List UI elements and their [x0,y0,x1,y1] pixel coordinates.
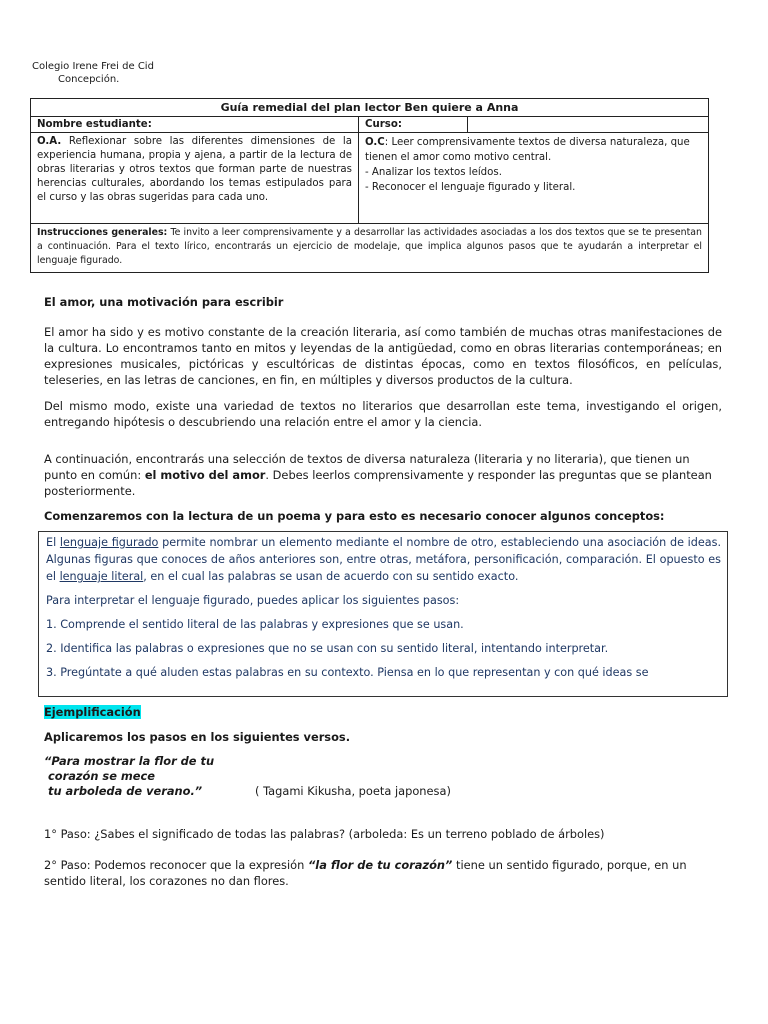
def-text-b: permite nombrar un elemento mediante el nombre de otro, estableciendo una asociación de ideas. Algunas figuras que conoces de años anteriores son, entre otras, metáfora, personificación, comparación. El opuesto es el [46,536,721,583]
step-1: 1. Comprende el sentido literal de las palabras y expresiones que se usan. [46,618,464,631]
guide-title: Guía remedial del plan lector Ben quiere a Anna [31,99,709,117]
oc-item-2: - Reconocer el lenguaje figurado y literal. [365,182,576,193]
section-heading: El amor, una motivación para escribir [44,295,284,309]
poem-verse-1: “Para mostrar la flor de tu [44,754,215,768]
example-label-row [44,704,722,720]
step2-text-b: tiene un sentido figurado, porque, en un sentido literal, los corazones no dan flores. [44,858,687,888]
oa-text: Reflexionar sobre las diferentes dimensiones de la experiencia humana, propia y ajena, a partir de la lectura de obras literarias y otros textos que forman parte de nuestras herencias culturales, abordando los temas estipulados para el curso y las obras sugeridas para cada uno. [37,136,352,203]
def-text-a: El [46,536,60,549]
school-name: Colegio Irene Frei de Cid [32,61,154,72]
objective-oc [359,133,709,224]
selection-text-b: . Debes leerlos comprensivamente y responder las preguntas que se plantean posteriormente. [44,468,712,498]
figurative-definition [46,534,721,585]
example-label: Ejemplificación [44,705,141,719]
header-table [30,98,709,273]
oc-text: : Leer comprensivamente textos de diversa naturaleza, que tienen el amor como motivo central. [365,137,690,163]
paragraph-non-literary: Del mismo modo, existe una variedad de textos no literarios que desarrollan este tema, investigando el origen, entregando hipótesis o descubriendo una relación entre el amor y la ciencia. [44,399,722,429]
concepts-intro: Comenzaremos con la lectura de un poema y para esto es necesario conocer algunos conceptos: [44,509,665,523]
poem-verse-3: tu arboleda de verano.” [48,784,203,798]
instructions-text: Te invito a leer comprensivamente y a desarrollar las actividades asociadas a los dos textos que se te presentan a continuación. Para el texto lírico, encontrarás un ejercicio de modelaje, que implica algunos pasos que te ayudarán a interpretar el lenguaje figurado. [37,227,702,266]
paragraph-selection [44,451,722,499]
step2-text-a: 2° Paso: Podemos reconocer que la expresión [44,858,308,872]
step2-quote: “la flor de tu corazón” [307,858,453,872]
def-text-c: , en el cual las palabras se usan de acuerdo con su sentido exacto. [143,570,519,583]
oc-item-1: - Analizar los textos leídos. [365,167,502,178]
selection-text-bold: el motivo del amor [144,468,266,482]
example-step-1: 1° Paso: ¿Sabes el significado de todas las palabras? (arboleda: Es un terreno poblado de árboles) [44,827,605,841]
steps-intro: Para interpretar el lenguaje figurado, puedes aplicar los siguientes pasos: [46,594,460,607]
selection-text-a: A continuación, encontrarás una selección de textos de diversa naturaleza (literaria y no literaria), que tienen un punto en común: [44,452,690,482]
oc-label: O.C [365,137,385,148]
poem-attribution: ( Tagami Kikusha, poeta japonesa) [255,784,451,798]
school-city: Concepción. [58,74,120,85]
paragraph-love-motive: El amor ha sido y es motivo constante de la creación literaria, así como también de muchas otras manifestaciones de la cultura. Lo encontramos tanto en mitos y leyendas de la antigüedad, como en obras literarias contemporáneas; en expresiones musicales, pictóricas y escultóricas de distintas épocas, como en textos filosóficos, en películas, teleseries, en las letras de canciones, en fin, en múltiples y diversos productos de la cultura. [44,325,722,387]
apply-steps: Aplicaremos los pasos en los siguientes versos. [44,730,351,744]
literal-language-term: lenguaje literal [59,570,144,583]
step-2: 2. Identifica las palabras o expresiones que no se usan con su sentido literal, intentando interpretar. [46,642,609,655]
step-3: 3. Pregúntate a qué aluden estas palabras en su contexto. Piensa en lo que representan y con qué ideas se [46,666,649,679]
student-name-label: Nombre estudiante: [31,117,359,133]
figurative-language-term: lenguaje figurado [59,536,159,549]
oa-label: O.A. [37,136,62,147]
school-info [32,60,154,86]
example-step-2 [44,857,722,889]
course-field[interactable] [468,117,709,133]
instructions-label: Instrucciones generales: [37,227,168,238]
concepts-box [38,531,728,697]
course-label: Curso: [359,117,468,133]
poem-verse-2: corazón se mece [48,769,155,783]
objective-oa [31,133,359,224]
general-instructions [31,224,709,273]
